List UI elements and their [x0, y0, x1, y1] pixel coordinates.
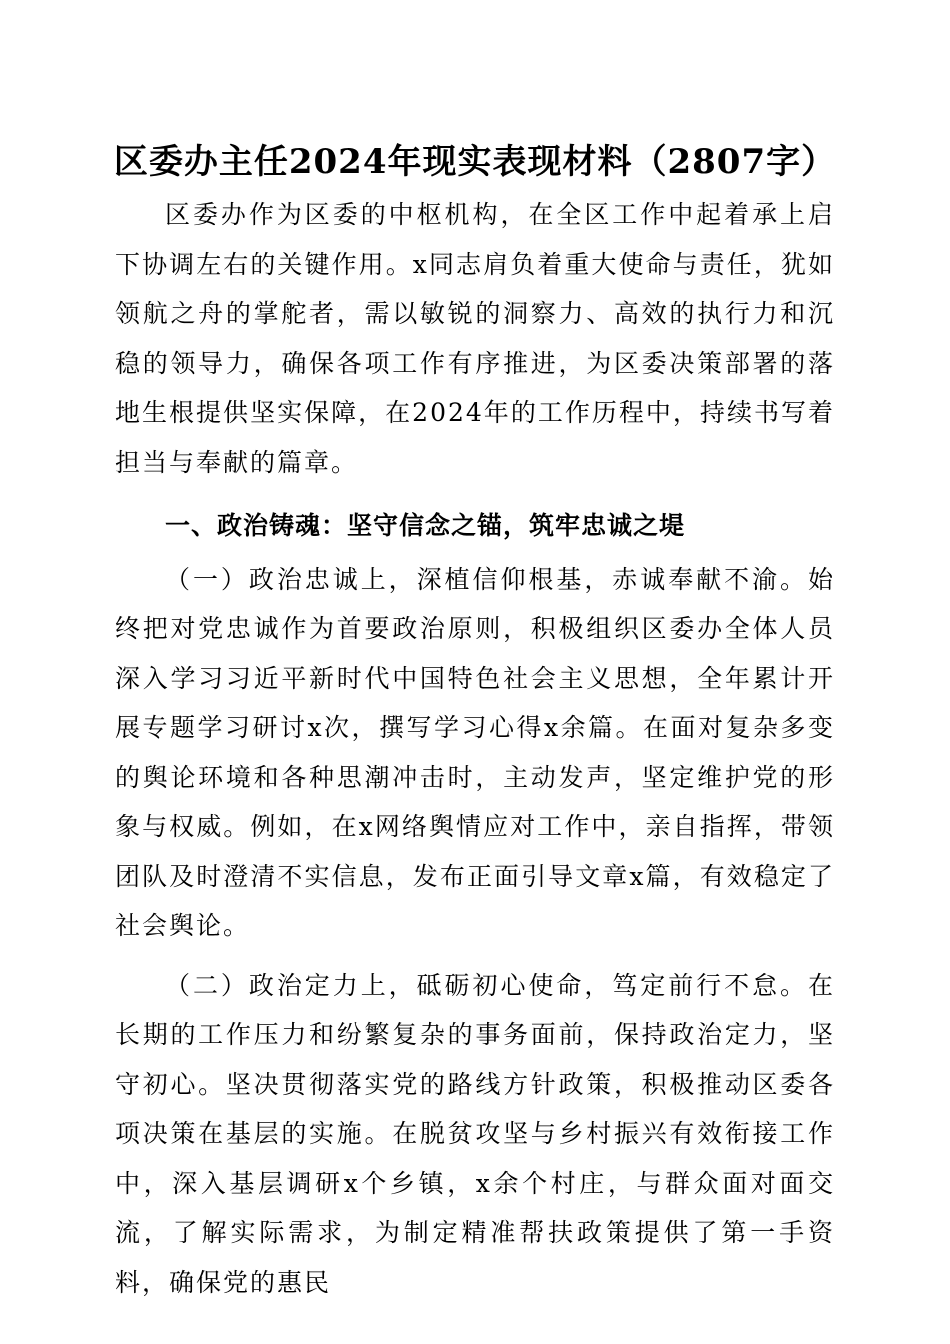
document-body	[115, 190, 835, 1307]
intro-paragraph: 区委办作为区委的中枢机构，在全区工作中起着承上启下协调左右的关键作用。x同志肩负着重大使命与责任，犹如领航之舟的掌舵者，需以敏锐的洞察力、高效的执行力和沉稳的领导力，确保各项工作有序推进，为区委决策部署的落地生根提供坚实保障，在2024年的工作历程中，持续书写着担当与奉献的篇章。	[115, 200, 835, 477]
body-paragraph: （二）政治定力上，砥砺初心使命，笃定前行不怠。在长期的工作压力和纷繁复杂的事务面前，保持政治定力，坚守初心。坚决贯彻落实党的路线方针政策，积极推动区委各项决策在基层的实施。在脱贫攻坚与乡村振兴有效衔接工作中，深入基层调研x个乡镇，x余个村庄，与群众面对面交流，了解实际需求，为制定精准帮扶政策提供了第一手资料，确保党的惠民	[115, 970, 835, 1297]
paragraph-spacer	[115, 487, 835, 497]
body-paragraph: （一）政治忠诚上，深植信仰根基，赤诚奉献不渝。始终把对党忠诚作为首要政治原则，积极组织区委办全体人员深入学习习近平新时代中国特色社会主义思想，全年累计开展专题学习研讨x次，撰写学习心得x余篇。在面对复杂多变的舆论环境和各种思潮冲击时，主动发声，坚定维护党的形象与权威。例如，在x网络舆情应对工作中，亲自指挥，带领团队及时澄清不实信息，发布正面引导文章x篇，有效稳定了社会舆论。	[115, 564, 835, 940]
section-heading: 一、政治铸魂：坚守信念之锚，筑牢忠诚之堤	[165, 511, 686, 540]
paragraph-spacer	[115, 951, 835, 961]
document-title: 区委办主任2024年现实表现材料（2807字）	[113, 142, 837, 182]
